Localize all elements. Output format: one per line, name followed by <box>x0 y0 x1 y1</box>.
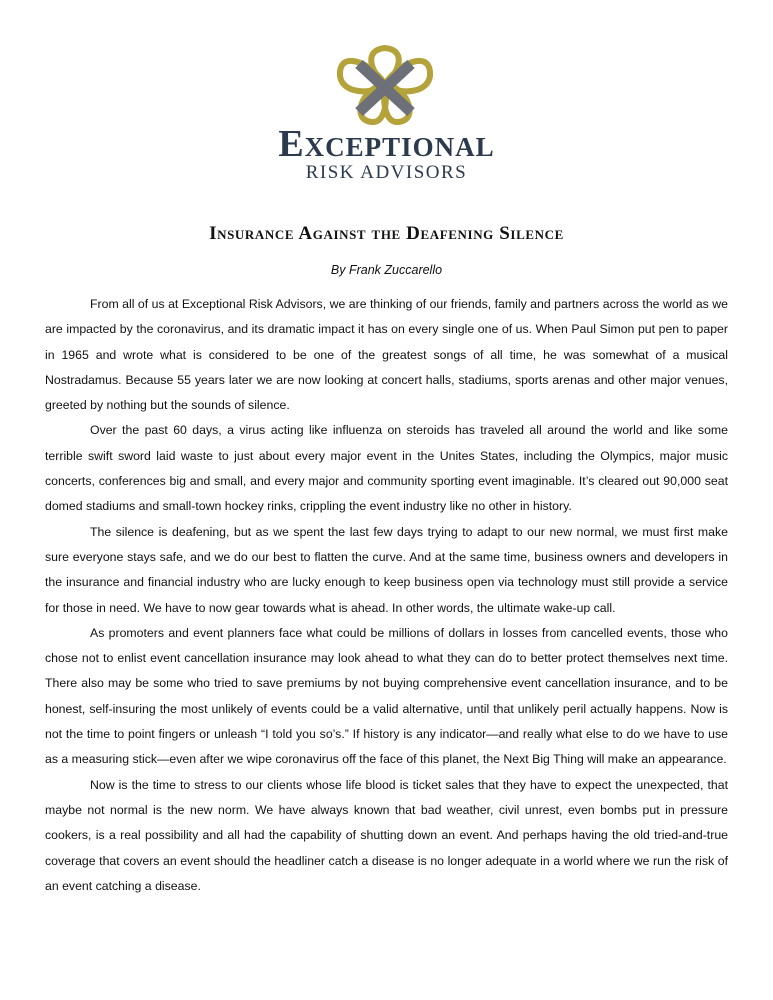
interlaced-gold-x-logo-icon <box>332 44 438 126</box>
article-paragraph: The silence is deafening, but as we spent the last few days trying to adapt to our new normal, we must first make sure everyone stays safe, and we do our best to flatten the curve. And at the same time, business owners and developers in the insurance and financial industry who are lucky enough to keep business open via technology must still provide a service for those in need. We have to now gear towards what is ahead. In other words, the ultimate wake-up call. <box>45 524 728 615</box>
brand-name: Exceptional <box>278 123 495 165</box>
article-paragraph: Over the past 60 days, a virus acting like influenza on steroids has traveled all around the world and like some terrible swift sword laid waste to just about every major event in the Unites States, including the Olympics, major music concerts, conferences big and small, and every major and community sporting event imaginable. It’s cleared out 90,000 seat domed stadiums and small-town hockey rinks, crippling the event industry like no other in history. <box>45 423 728 514</box>
article-paragraph: Now is the time to stress to our clients whose life blood is ticket sales that they have to expect the unexpected, that maybe not normal is the new norm. We have always known that bad weather, civil unrest, even bombs put in pressure cookers, is a real possibility and all had the capability of shutting down an event. And perhaps having the old tried-and-true coverage that covers an event should the headliner catch a disease is no longer adequate in a world where we run the risk of an event catching a disease. <box>45 777 728 893</box>
article-title: Insurance Against the Deafening Silence <box>209 223 564 244</box>
article-paragraph: As promoters and event planners face what could be millions of dollars in losses from cancelled events, those who chose not to enlist event cancellation insurance may look ahead to what they can do to better protect themselves next time. There also may be some who tried to save premiums by not buying comprehensive event cancellation insurance, and to be honest, self-insuring the most unlikely of events could be a valid alternative, until that unlikely peril actually happens. Now is not the time to point fingers or unleash “I told you so’s.” If history is any indicator—and really what else to do we have to use as a measuring stick—even after we wipe coronavirus off the face of this planet, the Next Big Thing will make an appearance. <box>45 625 728 767</box>
article-body <box>45 292 728 899</box>
article-byline: By Frank Zuccarello <box>330 263 443 277</box>
article-paragraph: From all of us at Exceptional Risk Advisors, we are thinking of our friends, family and partners across the world as we are impacted by the coronavirus, and its dramatic impact it has on every single one of us. When Paul Simon put pen to paper in 1965 and wrote what is considered to be one of the greatest songs of all time, he was somewhat of a musical Nostradamus. Because 55 years later we are now looking at concert halls, stadiums, sports arenas and other major venues, greeted by nothing but the sounds of silence. <box>45 297 728 413</box>
brand-subtitle: RISK ADVISORS <box>305 162 468 183</box>
